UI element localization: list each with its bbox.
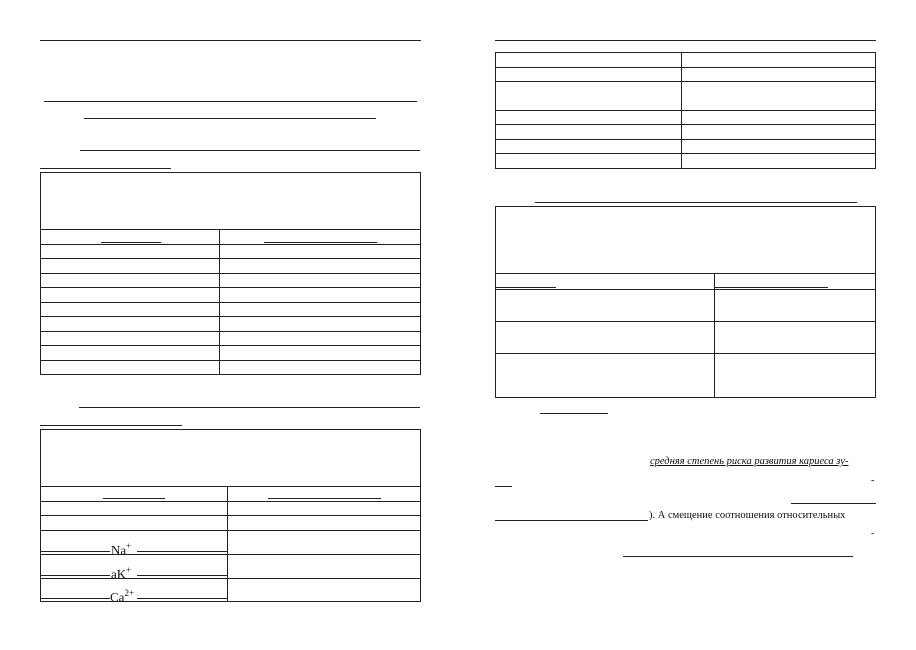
table-1-col1-header-underline: [101, 242, 161, 243]
table-4-column-divider: [714, 273, 715, 398]
table-3-row-line: [495, 81, 876, 82]
table-3-row-line: [495, 110, 876, 111]
hyphen-1: -: [871, 475, 875, 486]
table-3-row-line: [495, 139, 876, 140]
table-1-col2-header-underline: [264, 242, 377, 243]
table-3-row-line: [495, 124, 876, 125]
table-2-row-line: [40, 530, 421, 531]
table-4-row-line: [495, 353, 876, 354]
ion-na-right-blank: [137, 551, 227, 552]
table-2-header-line: [40, 486, 421, 487]
table-4-col1-header-underline: [496, 287, 556, 288]
ion-k-right-blank: [137, 575, 227, 576]
right-header-rule: [495, 40, 876, 41]
table-4-title-rule: [535, 202, 857, 203]
table-2-row-line: [40, 578, 421, 579]
table-1-row-line: [40, 331, 421, 332]
header-rule-3: [84, 118, 376, 119]
table-4-col2-header-underline: [715, 287, 828, 288]
table-1-row-line: [40, 244, 421, 245]
table-1-row-line: [40, 316, 421, 317]
table-2-row-line: [40, 501, 421, 502]
table-1-row-line: [40, 302, 421, 303]
table-1-row-line: [40, 273, 421, 274]
table-3-row-line: [495, 67, 876, 68]
fill-blank-3: [791, 503, 876, 504]
hyphen-2: -: [871, 528, 875, 539]
header-rule-5: [79, 407, 420, 408]
table-4: [495, 206, 876, 398]
table-1-row-line: [40, 258, 421, 259]
conclusion-italic-text: средняя степень риска развития кариеса зу-: [650, 456, 849, 467]
table-1-row-line: [40, 360, 421, 361]
table-4-row-line: [495, 289, 876, 290]
table-2-col2-header-underline: [268, 498, 381, 499]
table-2-col1-header-underline: [103, 498, 165, 499]
header-rule-1: [40, 40, 421, 41]
ion-label-k: aK+: [111, 565, 132, 582]
section-label-rule-2: [40, 425, 182, 426]
table-1-row-line: [40, 345, 421, 346]
ion-label-ca: $Ca^{2+}$: [110, 588, 135, 605]
header-rule-2: [44, 101, 417, 102]
table-2-column-divider: [227, 486, 228, 602]
fill-blank-1: [540, 413, 608, 414]
table-2-row-line: [40, 554, 421, 555]
table-1-row-line: [40, 287, 421, 288]
ion-k-left-blank: [40, 575, 110, 576]
fill-blank-2: [495, 486, 512, 487]
section-label-rule-1: [40, 168, 171, 169]
ion-ca-right-blank: [137, 598, 227, 599]
table-4-header-line: [495, 273, 876, 274]
ion-ca-left-blank: [40, 598, 110, 599]
table-2-row-line: [40, 515, 421, 516]
fill-blank-4: [495, 520, 648, 521]
table-4-row-line: [495, 321, 876, 322]
paragraph-text: ). А смещение соотношения относительных: [649, 510, 846, 521]
header-rule-4: [80, 150, 420, 151]
table-3-row-line: [495, 153, 876, 154]
ion-label-na: Na+: [111, 541, 132, 558]
table-1-header-line: [40, 229, 421, 230]
ion-na-left-blank: [40, 551, 110, 552]
fill-blank-5: [623, 556, 853, 557]
